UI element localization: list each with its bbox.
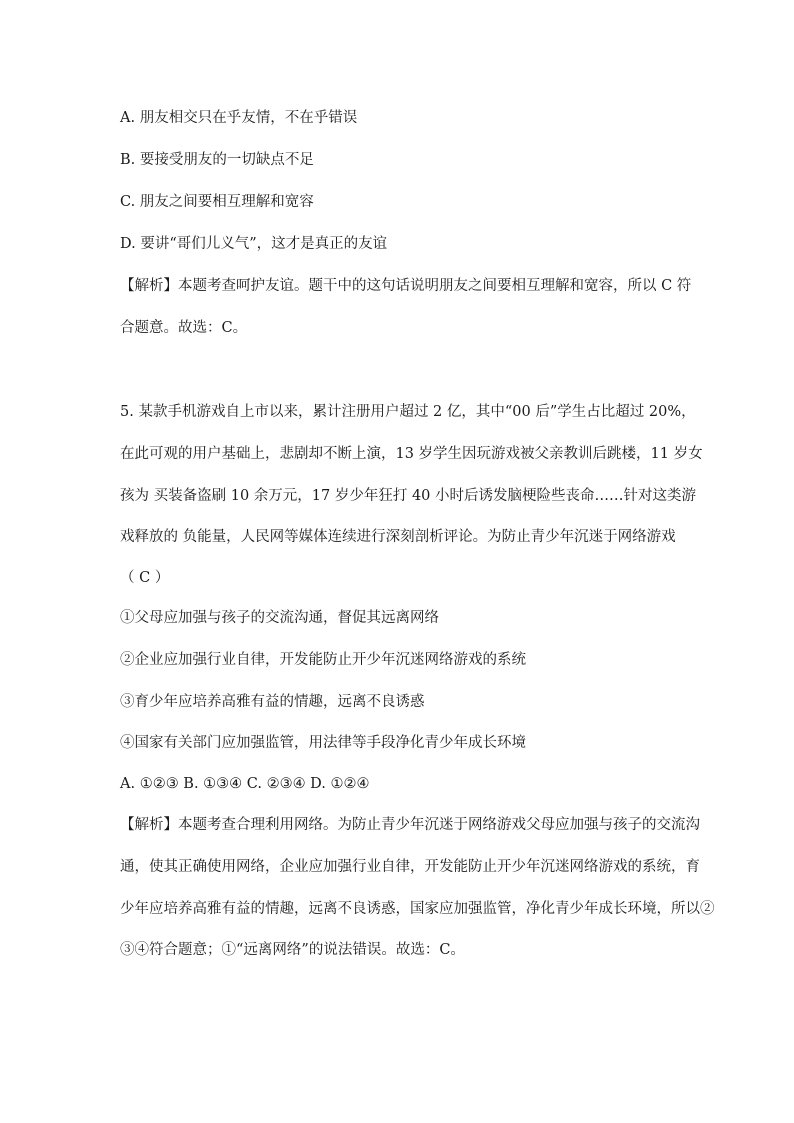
q5-item-1: ①父母应加强与孩子的交流沟通，督促其远离网络	[120, 610, 439, 626]
q4-option-b: B. 要接受朋友的一切缺点不足	[120, 152, 314, 168]
q5-analysis-line-1: 【解析】本题考查合理利用网络。为防止青少年沉迷于网络游戏父母应加强与孩子的交流沟	[120, 817, 700, 833]
q5-item-3: ③育少年应培养高雅有益的情趣，远离不良诱惑	[120, 694, 425, 710]
q5-stem-line-4: 戏释放的 负能量，人民网等媒体连续进行深刻剖析评论。为防止青少年沉迷于网络游戏	[120, 529, 676, 545]
q5-stem-line-2: 在此可观的用户基础上，悲剧却不断上演，13 岁学生因玩游戏被父亲教训后跳楼，11 岁女	[120, 446, 703, 462]
q4-analysis-line-1: 【解析】本题考查呵护友谊。题干中的这句话说明朋友之间要相互理解和宽容，所以 C 符	[120, 278, 692, 294]
q5-choices: A. ①②③ B. ①③④ C. ②③④ D. ①②④	[120, 776, 370, 792]
q5-stem-line-1: 5. 某款手机游戏自上市以来，累计注册用户超过 2 亿，其中“00 后”学生占比超过 20%，	[120, 404, 696, 420]
q4-analysis-line-2: 合题意。故选：C。	[120, 320, 248, 336]
q5-analysis-line-3: 少年应培养高雅有益的情趣，远离不良诱惑，国家应加强监管，净化青少年成长环境，所以②	[120, 901, 715, 917]
q5-stem-line-3: 孩为 买装备盗刷 10 余万元，17 岁少年狂打 40 小时后诱发脑梗险些丧命……针对这类游	[120, 488, 697, 504]
q4-option-d: D. 要讲“哥们儿义气”，这才是真正的友谊	[120, 236, 388, 252]
q5-item-2: ②企业应加强行业自律，开发能防止开少年沉迷网络游戏的系统	[120, 652, 526, 668]
q5-item-4: ④国家有关部门应加强监管，用法律等手段净化青少年成长环境	[120, 735, 526, 751]
q4-option-a: A. 朋友相交只在乎友情，不在乎错误	[120, 110, 358, 126]
q4-option-c: C. 朋友之间要相互理解和宽容	[120, 194, 314, 210]
q5-analysis-line-4: ③④符合题意；①“远离网络”的说法错误。故选：C。	[120, 942, 465, 958]
q5-answer-blank: （ C ）	[120, 570, 170, 586]
q5-analysis-line-2: 通，使其正确使用网络，企业应加强行业自律，开发能防止开少年沉迷网络游戏的系统，育	[120, 859, 700, 875]
